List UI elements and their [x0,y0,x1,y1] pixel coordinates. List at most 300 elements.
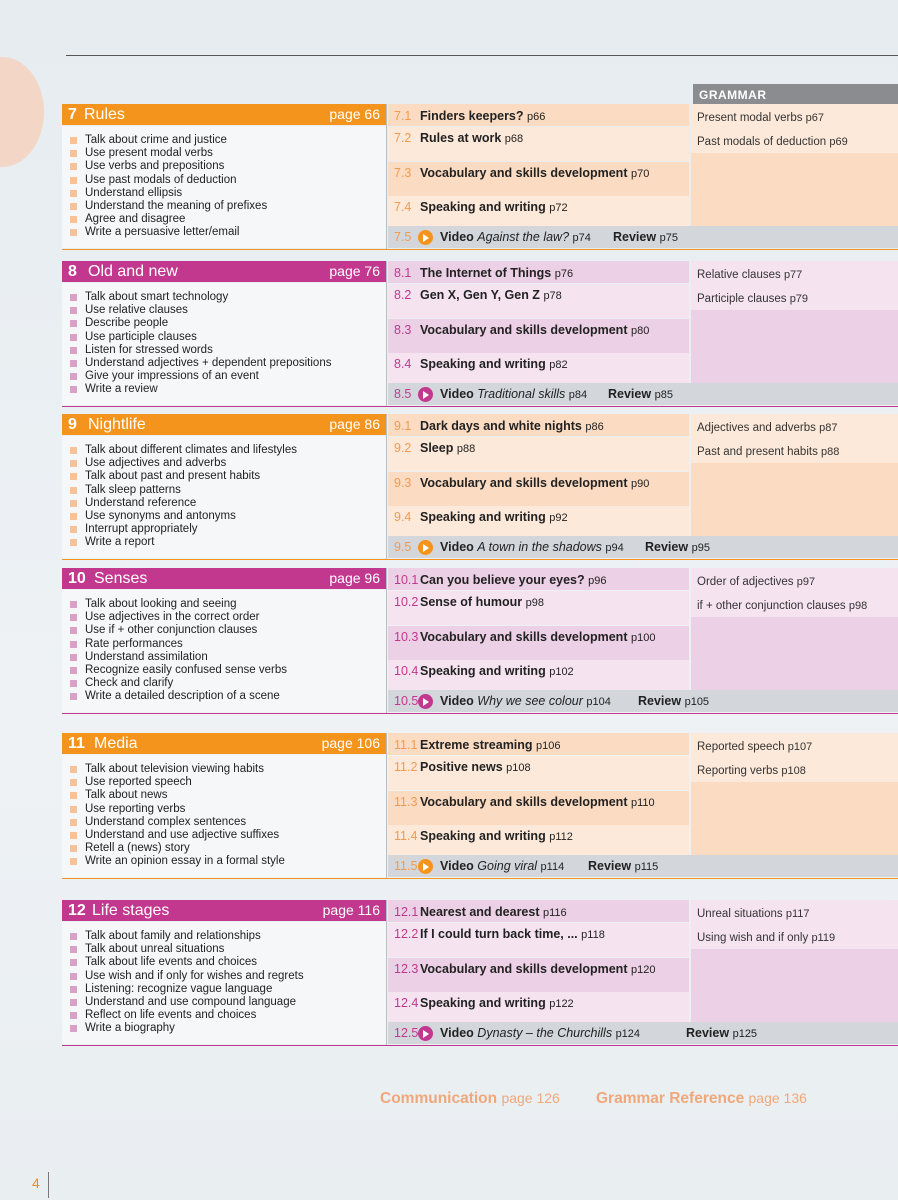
objective-text: Use reported speech [85,776,192,789]
video-review-row[interactable] [388,690,898,712]
objective-text: Write a review [85,383,158,396]
review-page: p85 [654,389,673,401]
lesson-title-text: Can you believe your eyes? [420,573,585,587]
lesson-row[interactable] [388,900,689,922]
video-lesson-number: 10.5 [394,694,419,708]
lesson-title [420,357,568,371]
objective-text: Talk about life events and choices [85,956,257,969]
lesson-number: 8.2 [394,288,412,302]
lesson-number: 11.1 [394,738,418,752]
play-icon[interactable] [418,387,433,402]
objective-text: Write a biography [85,1022,175,1035]
video-title: Against the law? [477,230,570,244]
grammar-item[interactable] [691,908,898,926]
lesson-number: 12.4 [394,996,419,1010]
lesson-row[interactable] [388,414,689,436]
lesson-page: p100 [630,632,656,644]
objective-item [70,943,224,956]
lesson-row[interactable] [388,437,689,471]
lesson-page: p98 [525,597,544,609]
lesson-title-text: Rules at work [420,131,502,145]
objective-text: Retell a (news) story [85,842,190,855]
grammar-item[interactable] [691,112,898,130]
lesson-row[interactable] [388,733,689,755]
grammar-title [697,600,867,612]
lesson-title-text: Speaking and writing [420,996,546,1010]
grammar-page: p107 [787,741,813,753]
objective-text: Talk sleep patterns [85,483,181,496]
grammar-title [697,136,848,148]
unit-bottom-rule [62,559,898,560]
grammar-title-text: Participle clauses [697,293,787,305]
unit-title: Senses [94,570,148,587]
lesson-row[interactable] [388,791,689,825]
video-review-row[interactable] [388,855,898,877]
review-info [588,859,658,873]
objective-item [70,344,213,357]
objective-item [70,624,257,637]
objective-item [70,291,228,304]
lesson-row[interactable] [388,825,689,859]
lesson-title-text: Vocabulary and skills development [420,962,628,976]
grammar-page: p77 [783,269,803,281]
video-review-row[interactable] [388,226,898,248]
unit-bottom-rule [62,406,898,407]
communication-label: Communication [380,1090,498,1107]
objective-text: Understand and use compound language [85,996,296,1008]
video-label: Video [440,694,474,708]
unit-page: page 106 [321,735,380,751]
objective-text: Talk about news [85,789,168,802]
grammar-item[interactable] [691,932,898,950]
objective-text: Listen for stressed words [85,343,213,356]
unit-title: Life stages [92,902,170,919]
review-page: p125 [732,1028,758,1040]
objective-text: Understand adjectives + dependent prepositions [85,357,332,369]
grammar-page: p88 [821,446,840,458]
lesson-page: p82 [549,359,568,371]
lesson-row[interactable] [388,319,689,353]
review-page: p75 [659,232,678,244]
objective-text: Listening: recognize vague language [85,982,273,995]
lesson-number: 8.3 [394,323,412,337]
objective-item [70,842,190,855]
unit-objectives [62,436,386,558]
objective-item [70,134,227,147]
objective-item [70,317,168,330]
grammar-item[interactable] [691,600,898,618]
unit-number: 8 [68,263,77,280]
unit-bottom-rule [62,249,898,250]
video-info [440,230,591,244]
lesson-number: 9.2 [394,441,412,455]
unit-11 [0,733,898,878]
lesson-row[interactable] [388,506,689,540]
lesson-row[interactable] [388,196,689,230]
objective-item [70,789,167,802]
lesson-number: 7.3 [394,166,412,180]
unit-header[interactable] [62,261,386,282]
lesson-row[interactable] [388,284,689,318]
lesson-page: p88 [456,443,476,455]
lesson-number: 7.4 [394,200,412,214]
lesson-number: 8.4 [394,357,412,371]
grammar-title [697,576,815,588]
lesson-number: 11.2 [394,760,418,774]
objective-text: Talk about looking and seeing [85,598,237,610]
objective-item [70,213,185,226]
lesson-row[interactable] [388,261,689,283]
grammar-item[interactable] [691,741,898,759]
lesson-row[interactable] [388,992,689,1026]
objective-item [70,147,213,160]
objective-text: Talk about unreal situations [85,943,225,956]
grammar-item[interactable] [691,765,898,783]
lesson-row[interactable] [388,472,689,506]
lesson-number: 9.1 [394,419,412,433]
lesson-number: 11.4 [394,829,418,843]
lesson-page: p120 [630,964,656,976]
objective-text: Recognize easily confused sense verbs [85,664,288,676]
objective-item [70,370,259,383]
grammar-item[interactable] [691,576,898,594]
column-divider [386,733,387,878]
lesson-title-text: Extreme streaming [420,738,533,752]
video-review-row[interactable] [388,1022,898,1044]
grammar-page: p97 [796,576,816,588]
lesson-page: p106 [536,740,561,752]
grammar-title-text: Order of adjectives [697,576,794,588]
unit-bottom-rule [62,1045,898,1046]
lesson-title-text: Vocabulary and skills development [420,630,628,644]
lesson-row[interactable] [388,353,689,387]
video-lesson-number: 9.5 [394,540,412,554]
objective-text: Use participle clauses [85,330,197,343]
review-info [645,540,710,554]
objective-text: Understand reference [85,496,197,509]
lesson-row[interactable] [388,626,689,660]
lesson-title [420,738,561,752]
objective-item [70,160,224,173]
objective-item [70,611,260,624]
video-review-row[interactable] [388,536,898,558]
objective-text: Agree and disagree [85,213,186,226]
video-title: Dynasty – the Churchills [477,1026,613,1040]
lesson-title-text: Nearest and dearest [420,905,540,919]
grammar-title-text: Using wish and if only [697,932,809,944]
grammar-title [697,269,802,281]
lesson-number: 12.3 [394,962,419,976]
lesson-number: 9.3 [394,476,412,490]
unit-objectives [62,755,386,877]
lesson-title-text: Speaking and writing [420,510,546,524]
lesson-number: 10.1 [394,573,419,587]
objective-item [70,855,285,868]
objective-item [70,651,208,664]
lesson-title [420,166,649,180]
unit-objectives [62,283,386,405]
grammar-item[interactable] [691,136,898,154]
lesson-row[interactable] [388,568,689,590]
lesson-row[interactable] [388,660,689,694]
lesson-title-text: Speaking and writing [420,357,546,371]
video-title: A town in the shadows [477,540,602,554]
lesson-title [420,595,544,609]
column-divider [386,104,387,249]
unit-header[interactable] [62,733,386,754]
lesson-title [420,795,655,809]
grammar-item[interactable] [691,422,898,440]
lesson-page: p118 [581,929,605,941]
objective-text: Use past modals of deduction [85,173,237,186]
unit-header[interactable] [62,900,386,921]
objective-item [70,226,239,239]
objective-item [70,174,237,187]
unit-header[interactable] [62,414,386,435]
lesson-page: p86 [585,421,604,433]
lesson-page: p102 [549,666,574,678]
video-info [440,387,587,401]
objective-item [70,383,158,396]
lesson-number: 7.1 [394,109,412,123]
objective-text: Use wish and if only for wishes and regrets [85,969,304,982]
lesson-title [420,288,562,302]
grammar-title-text: Past and present habits [697,446,818,458]
lesson-title [420,131,523,145]
video-page: p74 [572,232,591,244]
lesson-row[interactable] [388,162,689,196]
objective-text: Use adjectives in the correct order [85,611,260,624]
unit-title: Old and new [88,263,178,280]
column-divider [386,414,387,559]
lesson-number: 8.1 [394,266,412,280]
video-page: p104 [586,696,611,708]
video-page: p84 [568,389,588,401]
column-divider [386,261,387,406]
objective-text: Check and clarify [85,677,174,690]
objective-text: Use verbs and prepositions [85,160,225,173]
video-lesson-number: 7.5 [394,230,412,244]
unit-title: Rules [84,106,125,123]
lesson-row[interactable] [388,958,689,992]
objective-item [70,598,237,611]
communication-page: page 126 [501,1090,560,1106]
grammar-page: p98 [848,600,868,612]
play-icon[interactable] [418,540,433,555]
grammar-page: p119 [811,932,836,944]
lesson-page: p80 [630,325,650,337]
objective-item [70,497,196,510]
video-page: p114 [540,861,565,873]
lesson-title-text: Vocabulary and skills development [420,166,628,180]
objective-text: Interrupt appropriately [85,523,198,536]
objective-text: Understand assimilation [85,650,208,663]
column-divider [386,568,387,713]
lesson-number: 10.3 [394,630,419,644]
grammar-title [697,932,835,944]
lesson-title [420,510,568,524]
video-page: p124 [615,1028,641,1040]
unit-page: page 76 [329,263,380,279]
communication-link[interactable] [380,1090,560,1108]
grammar-reference-page: page 136 [748,1090,807,1106]
objective-item [70,803,185,816]
lesson-title-text: Speaking and writing [420,200,546,214]
objective-text: Give your impressions of an event [85,370,259,383]
video-title: Why we see colour [477,694,583,708]
lesson-title-text: Speaking and writing [420,664,546,678]
objective-item [70,677,173,690]
lesson-title-text: Sleep [420,441,454,455]
grammar-item[interactable] [691,446,898,464]
lesson-number: 12.2 [394,927,419,941]
video-page: p94 [605,542,624,554]
lesson-number: 10.4 [394,664,419,678]
unit-header[interactable] [62,104,386,125]
lesson-title [420,419,604,433]
lesson-title [420,109,545,123]
objective-text: Talk about family and relationships [85,930,261,942]
objective-item [70,470,260,483]
unit-9 [0,414,898,559]
objective-text: Use synonyms and antonyms [85,510,236,522]
unit-12 [0,900,898,1045]
lesson-title [420,760,531,774]
lesson-row[interactable] [388,127,689,161]
unit-bottom-rule [62,878,898,879]
lesson-page: p112 [549,831,573,843]
video-label: Video [440,230,474,244]
review-info [686,1026,757,1040]
objective-item [70,983,272,996]
objective-item [70,996,296,1009]
review-label: Review [608,387,652,401]
lesson-page: p70 [630,168,650,180]
objective-text: Talk about different climates and lifestyles [85,444,298,456]
lesson-title-text: Speaking and writing [420,829,546,843]
grammar-title [697,293,808,305]
unit-page: page 86 [329,416,380,432]
review-label: Review [645,540,689,554]
objective-text: Describe people [85,317,169,330]
video-review-row[interactable] [388,383,898,405]
lesson-title [420,476,649,490]
lesson-title [420,441,475,455]
lesson-row[interactable] [388,923,689,957]
grammar-page: p79 [789,293,809,305]
lesson-title-text: If I could turn back time, ... [420,927,578,941]
lesson-title-text: Finders keepers? [420,109,524,123]
grammar-item[interactable] [691,269,898,287]
video-lesson-number: 11.5 [394,859,418,873]
objective-item [70,776,192,789]
objective-item [70,638,183,651]
play-icon[interactable] [418,859,433,874]
play-icon[interactable] [418,230,433,245]
lesson-title-text: Vocabulary and skills development [420,795,628,809]
objective-item [70,829,279,842]
lesson-title [420,323,649,337]
lesson-title [420,630,655,644]
lesson-page: p116 [543,907,567,919]
lesson-title-text: Sense of humour [420,595,523,609]
lesson-title-text: Gen X, Gen Y, Gen Z [420,288,540,302]
lesson-title-text: Vocabulary and skills development [420,323,628,337]
unit-7 [0,104,898,249]
lesson-page: p68 [504,133,524,145]
grammar-item[interactable] [691,293,898,311]
grammar-title [697,765,806,777]
unit-objectives [62,590,386,712]
objective-text: Use adjectives and adverbs [85,457,227,470]
lesson-number: 11.3 [394,795,418,809]
objective-item [70,187,182,200]
grammar-reference-label: Grammar Reference [596,1090,745,1107]
lesson-page: p122 [549,998,574,1010]
lesson-page: p110 [630,797,655,809]
lesson-title [420,573,607,587]
lesson-page: p108 [506,762,531,774]
video-title: Going viral [477,859,538,873]
lesson-page: p76 [554,268,574,280]
objective-item [70,763,264,776]
lesson-page: p92 [549,512,568,524]
objective-item [70,536,154,549]
objective-item [70,304,188,317]
unit-objectives [62,126,386,248]
grammar-title [697,741,812,753]
review-info [608,387,673,401]
grammar-page: p117 [785,908,810,920]
video-label: Video [440,387,474,401]
grammar-title-text: Unreal situations [697,908,783,920]
play-icon[interactable] [418,1026,433,1041]
lesson-title-text: Positive news [420,760,503,774]
unit-page: page 116 [322,902,380,918]
lesson-title [420,905,567,919]
objective-item [70,510,236,523]
unit-page: page 96 [329,570,380,586]
objective-text: Understand and use adjective suffixes [85,829,280,841]
lesson-title-text: The Internet of Things [420,266,552,280]
lesson-number: 12.1 [394,905,419,919]
grammar-reference-link[interactable] [596,1090,807,1108]
lesson-row[interactable] [388,756,689,790]
lesson-row[interactable] [388,591,689,625]
grammar-page: p69 [829,136,848,148]
unit-header[interactable] [62,568,386,589]
lesson-title [420,996,574,1010]
play-icon[interactable] [418,694,433,709]
unit-8 [0,261,898,406]
page-number: 4 [32,1175,40,1191]
unit-number: 7 [68,106,77,123]
lesson-title-text: Dark days and white nights [420,419,582,433]
top-rule [66,55,898,56]
page-number-divider [48,1172,49,1198]
objective-text: Write a persuasive letter/email [85,226,240,239]
unit-number: 9 [68,416,77,433]
grammar-page: p67 [805,112,825,124]
objective-item [70,956,257,969]
objective-item [70,523,198,536]
objective-item [70,331,197,344]
lesson-page: p72 [549,202,568,214]
objective-item [70,457,226,470]
lesson-title-text: Vocabulary and skills development [420,476,628,490]
lesson-row[interactable] [388,104,689,126]
lesson-title [420,962,655,976]
